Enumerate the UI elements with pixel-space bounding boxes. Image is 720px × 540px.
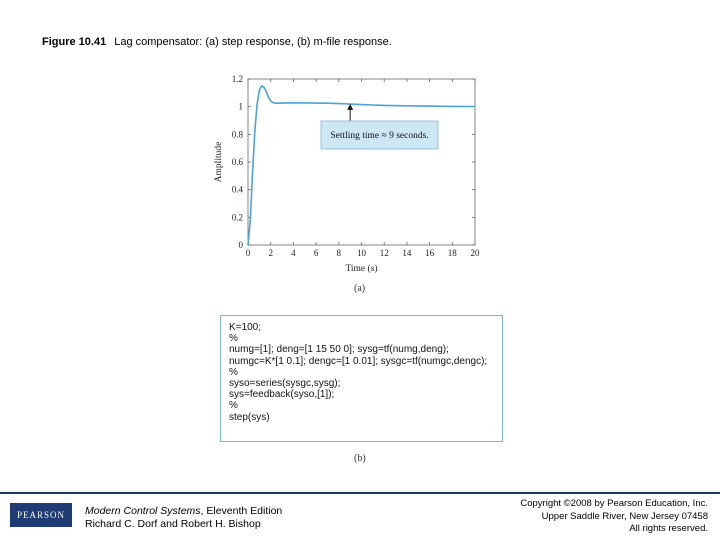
copyright-line-1: Copyright ©2008 by Pearson Education, Inc. [520, 498, 708, 509]
x-axis-label: Time (s) [345, 264, 378, 274]
y-tick-label: 0.4 [231, 184, 243, 195]
figure-caption-text: Lag compensator: (a) step response, (b) m-file response. [114, 36, 392, 48]
book-edition: , Eleventh Edition [200, 505, 283, 517]
code-line: step(sys) [229, 411, 270, 423]
copyright-line-2: Upper Saddle River, New Jersey 07458 [541, 510, 708, 522]
footer-copyright [520, 498, 708, 536]
x-tick-label: 2 [268, 248, 273, 258]
book-title: Modern Control Systems [85, 505, 201, 517]
x-tick-label: 0 [245, 248, 251, 258]
footer-divider [0, 492, 720, 494]
footer-book-info [85, 505, 282, 531]
x-tick-label: 8 [336, 248, 342, 258]
y-tick-label: 0.8 [231, 129, 243, 140]
x-tick-label: 14 [402, 248, 412, 258]
y-tick-label: 0 [238, 240, 243, 250]
code-line: % [229, 400, 238, 412]
panel-label-a: (a) [354, 283, 366, 294]
code-line: syso=series(sysgc,sysg); [229, 378, 341, 390]
x-tick-label: 4 [291, 248, 296, 258]
code-line: K=100; [229, 322, 261, 333]
code-line: numg=[1]; deng=[1 15 50 0]; sysg=tf(numg,deng); [229, 344, 449, 356]
m-file-code-box [220, 315, 503, 442]
panel-label-b: (b) [354, 453, 366, 464]
x-tick-label: 16 [425, 248, 435, 258]
x-tick-label: 18 [447, 248, 457, 258]
step-response-line [248, 86, 475, 245]
x-tick-label: 10 [357, 248, 366, 258]
pearson-logo: PEARSON [10, 503, 72, 527]
y-tick-label: 0.6 [231, 157, 243, 167]
code-line: % [229, 333, 238, 345]
code-line: % [229, 366, 238, 378]
y-tick-label: 0.2 [231, 212, 243, 223]
y-axis-label: Amplitude [214, 141, 224, 183]
annotation-text: Settling time ≈ 9 seconds. [330, 131, 429, 141]
code-line: numgc=K*[1 0.1]; dengc=[1 0.01]; sysgc=tf(numgc,dengc); [229, 355, 488, 367]
copyright-line-3: All rights reserved. [629, 523, 708, 534]
figure-number: Figure 10.41 [42, 36, 107, 48]
y-tick-label: 1 [238, 101, 243, 112]
code-lines [229, 322, 494, 423]
x-tick-label: 6 [313, 248, 319, 258]
x-tick-label: 20 [470, 248, 480, 258]
book-authors: Richard C. Dorf and Robert H. Bishop [85, 518, 261, 530]
code-line: sys=feedback(syso,[1]); [229, 389, 335, 401]
y-tick-label: 1.2 [231, 74, 243, 84]
x-tick-label: 12 [379, 248, 389, 258]
